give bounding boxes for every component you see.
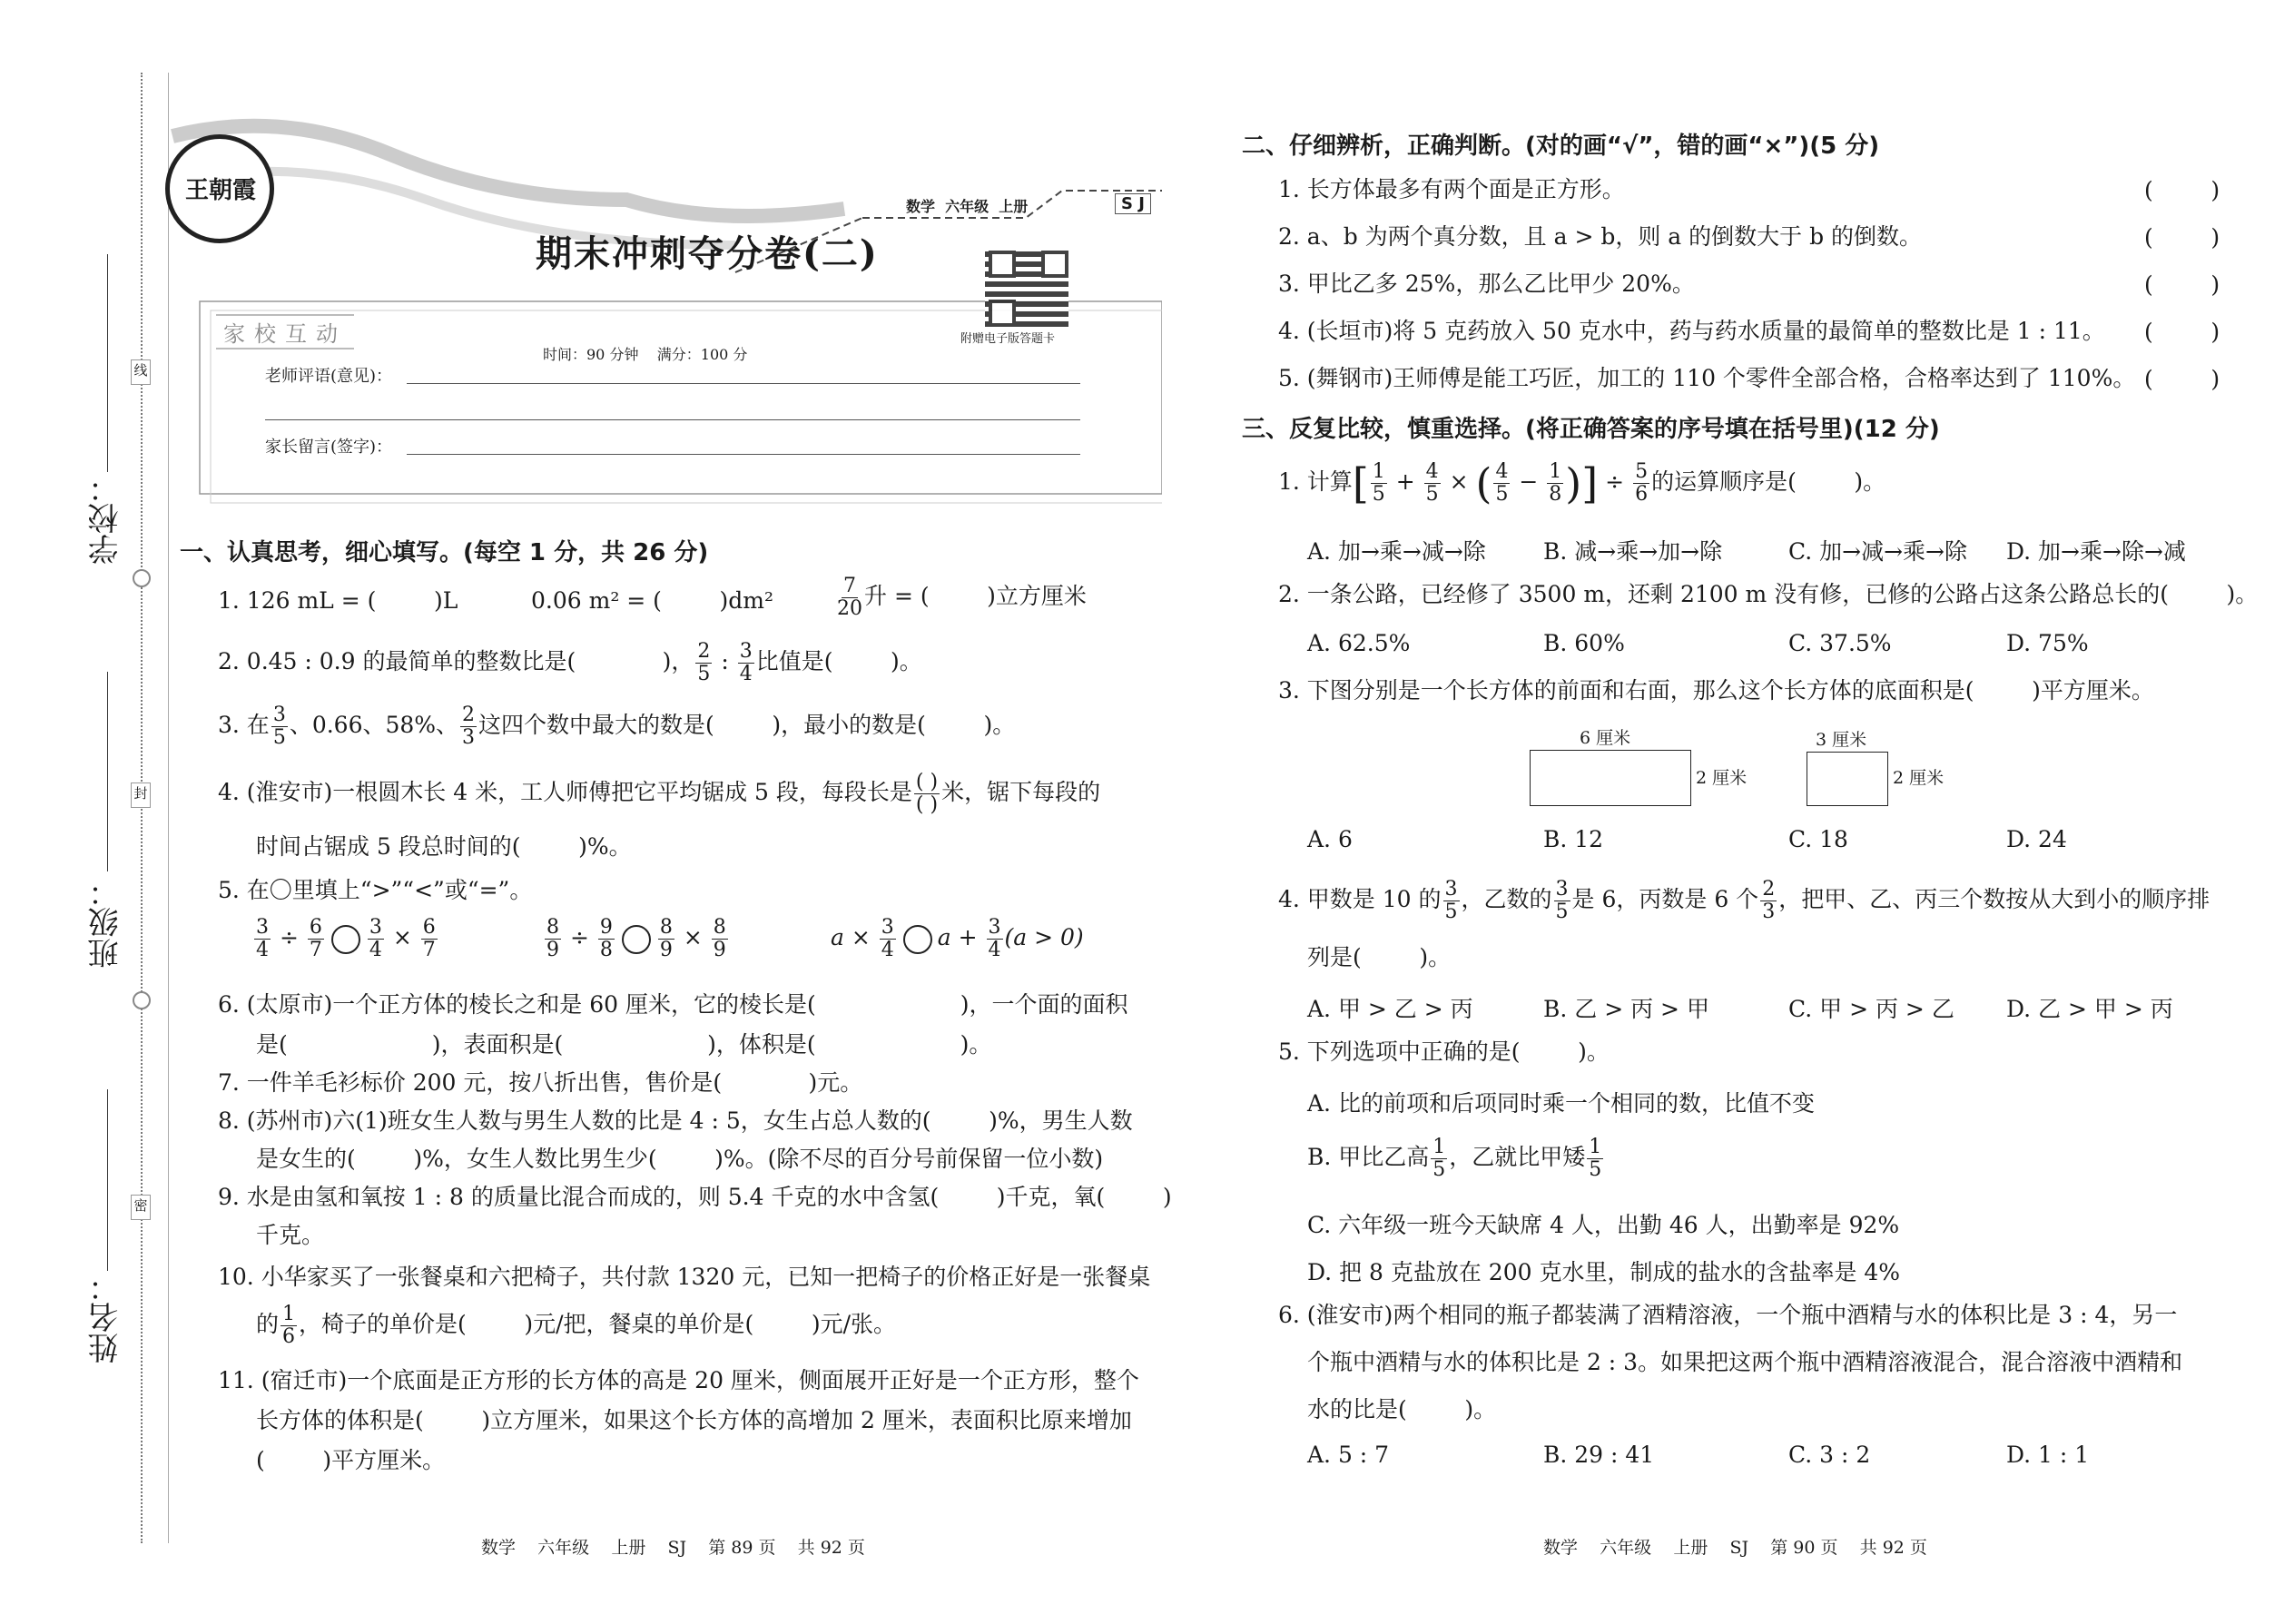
judge-answer-5[interactable]: ( ) <box>2144 366 2220 392</box>
choice-q1: 1. 计算[ $\frac{1}{5}$ + $\frac{4}{5}$ × ( $\frac{4}{5}$ − $\frac{1}{8}$ )] ÷ $\frac{5}{6}$ 的运算顺序是( )。 <box>1278 458 1886 508</box>
judge-answer-2[interactable]: ( ) <box>2144 224 2220 251</box>
section-3-title: 三、反复比较，慎重选择。(将正确答案的序号填在括号里)(12 分) <box>1242 416 1940 443</box>
teacher-comment-label: 老师评语(意见)： <box>265 367 393 386</box>
choice-q6-option-d[interactable]: D. 1 : 1 <box>2006 1442 2090 1468</box>
publisher-logo <box>165 134 274 243</box>
q5-expr-b: $\frac{8}{9}$ ÷ $\frac{9}{8}$ $\frac{8}{9}$ × $\frac{8}{9}$ <box>546 916 726 961</box>
q1b: 0.06 m² = ( )dm² <box>531 587 773 614</box>
compare-circle[interactable] <box>331 925 360 954</box>
judge-item-5: 5. (舞钢市)王师傅是能工巧匠，加工的 110 个零件全部合格，合格率达到了 110%。 <box>1278 365 2136 391</box>
compare-circle[interactable] <box>903 925 932 954</box>
choice-q3-option-c[interactable]: C. 18 <box>1788 826 1848 852</box>
side-face-height: 2 厘米 <box>1893 768 1944 788</box>
school-field[interactable] <box>107 254 108 472</box>
q10-line2: 的 $\frac{1}{6}$ ，椅子的单价是( )元/把，餐桌的单价是( )元/张。 <box>256 1303 897 1348</box>
binding-dotted-line <box>141 73 143 1543</box>
edition-tag: S J <box>1115 193 1151 214</box>
teacher-comment-line-2[interactable] <box>265 419 1080 420</box>
q10-line1: 10. 小华家买了一张餐桌和六把椅子，共付款 1320 元，已知一把椅子的价格正好是一张餐桌 <box>218 1264 1151 1290</box>
choice-q1-option-b[interactable]: B. 减→乘→加→除 <box>1543 538 1723 565</box>
qr-caption: 附赠电子版答题卡 <box>960 332 1056 346</box>
q8-line2: 是女生的( )%，女生人数比男生少( )%。(除不尽的百分号前保留一位小数) <box>256 1146 1104 1172</box>
side-face-rect <box>1807 752 1888 806</box>
judge-answer-3[interactable]: ( ) <box>2144 271 2220 298</box>
section-2-title: 二、仔细辨析，正确判断。(对的画“√”，错的画“×”)(5 分) <box>1242 133 1880 160</box>
class-label: 班级： <box>88 876 124 969</box>
class-field[interactable] <box>107 672 108 871</box>
seal-line-mark: 线 <box>131 359 151 385</box>
q4-line2: 时间占锯成 5 段总时间的( )%。 <box>256 833 632 860</box>
q11-line2: 长方体的体积是( )立方厘米，如果这个长方体的高增加 2 厘米，表面积比原来增加 <box>256 1407 1132 1433</box>
q11-line3: ( )平方厘米。 <box>256 1447 446 1473</box>
choice-q5-option-c[interactable]: C. 六年级一班今天缺席 4 人，出勤 46 人，出勤率是 92% <box>1307 1212 1900 1238</box>
logo-text: 王朝霞 <box>184 177 256 204</box>
compare-circle[interactable] <box>622 925 651 954</box>
q5-expr-a: $\frac{3}{4}$ ÷ $\frac{6}{7}$ $\frac{3}{4}$ × $\frac{6}{7}$ <box>256 916 436 961</box>
time-info: 时间：90 分钟 满分：100 分 <box>543 346 748 363</box>
choice-q6-line3: 水的比是( )。 <box>1307 1396 1497 1422</box>
choice-q1-option-d[interactable]: D. 加→乘→除→减 <box>2006 538 2186 565</box>
binding-hole-icon <box>133 991 151 1009</box>
q2: 2. 0.45 : 0.9 的最简单的整数比是( )， $\frac{2}{5}$ : $\frac{3}{4}$ 比值是( )。 <box>218 640 922 685</box>
side-face-label: 3 厘米 <box>1816 730 1867 750</box>
choice-q6-option-b[interactable]: B. 29 : 41 <box>1543 1442 1655 1468</box>
choice-q4: 4. 甲数是 10 的 $\frac{3}{5}$ ，乙数的 $\frac{3}{5}$ 是 6，丙数是 6 个 $\frac{2}{3}$ ，把甲、乙、丙三个数按从大到小的顺序排 <box>1278 878 2210 923</box>
choice-q4-option-d[interactable]: D. 乙 > 甲 > 丙 <box>2006 996 2173 1022</box>
choice-q5-option-b[interactable]: B. 甲比乙高 $\frac{1}{5}$ ，乙就比甲矮 $\frac{1}{5}$ <box>1307 1136 1602 1181</box>
name-label: 姓名： <box>88 1271 124 1363</box>
choice-q5-option-a[interactable]: A. 比的前项和后项同时乘一个相同的数，比值不变 <box>1307 1090 1815 1117</box>
q4: 4. (淮安市)一根圆木长 4 米，工人师傅把它平均锯成 5 段，每段长是 $\frac{( )}{( )}$ 米，锯下每段的 <box>218 771 1101 816</box>
q6-line1: 6. (太原市)一个正方体的棱长之和是 60 厘米，它的棱长是( )，一个面的面积 <box>218 991 1128 1018</box>
choice-q3-option-d[interactable]: D. 24 <box>2006 826 2067 852</box>
choice-q4-line2: 列是( )。 <box>1307 944 1452 970</box>
subject-tags: 数学 六年级 上册 <box>906 198 1029 215</box>
q1c: $\frac{7}{20}$ 升 = ( )立方厘米 <box>837 575 1087 620</box>
q9-line2: 千克。 <box>256 1222 325 1248</box>
q7: 7. 一件羊毛衫标价 200 元，按八折出售，售价是( )元。 <box>218 1069 863 1096</box>
choice-q6-line1: 6. (淮安市)两个相同的瓶子都装满了酒精溶液，一个瓶中酒精与水的体积比是 3 : 4，另一 <box>1278 1302 2178 1328</box>
choice-q6-option-c[interactable]: C. 3 : 2 <box>1788 1442 1871 1468</box>
choice-q3: 3. 下图分别是一个长方体的前面和右面，那么这个长方体的底面积是( )平方厘米。 <box>1278 677 2154 704</box>
choice-q3-option-a[interactable]: A. 6 <box>1307 826 1353 852</box>
front-face-height: 2 厘米 <box>1696 768 1748 788</box>
choice-q3-option-b[interactable]: B. 12 <box>1543 826 1604 852</box>
choice-q2: 2. 一条公路，已经修了 3500 m，还剩 2100 m 没有修，已修的公路占这条公路总长的( )。 <box>1278 581 2259 607</box>
choice-q2-option-b[interactable]: B. 60% <box>1543 630 1625 656</box>
choice-q1-option-c[interactable]: C. 加→减→乘→除 <box>1788 538 1967 565</box>
judge-item-2: 2. a、b 为两个真分数，且 a > b，则 a 的倒数大于 b 的倒数。 <box>1278 223 1923 250</box>
choice-q5-option-d[interactable]: D. 把 8 克盐放在 200 克水里，制成的盐水的含盐率是 4% <box>1307 1259 1901 1285</box>
family-school-banner: 家校互动 <box>216 314 354 349</box>
q8-line1: 8. (苏州市)六(1)班女生人数与男生人数的比是 4 : 5，女生占总人数的( )%，男生人数 <box>218 1107 1133 1134</box>
judge-item-3: 3. 甲比乙多 25%，那么乙比甲少 20%。 <box>1278 271 1695 297</box>
fraction-7-20: $\frac{7}{20}$ <box>837 575 862 620</box>
judge-answer-4[interactable]: ( ) <box>2144 319 2220 345</box>
choice-q2-option-c[interactable]: C. 37.5% <box>1788 630 1892 656</box>
judge-item-4: 4. (长垣市)将 5 克药放入 50 克水中，药与药水质量的最简单的整数比是 1 : 11。 <box>1278 318 2105 344</box>
choice-q2-option-d[interactable]: D. 75% <box>2006 630 2089 656</box>
q3: 3. 在 $\frac{3}{5}$ 、0.66、58%、 $\frac{2}{3}$ 这四个数中最大的数是( )，最小的数是( )。 <box>218 704 1016 749</box>
q5-expr-c: a × $\frac{3}{4}$ a + $\frac{3}{4}$ (a > 0) <box>831 916 1084 961</box>
q1a: 1. 126 mL = ( )L <box>218 587 458 614</box>
qr-code[interactable] <box>985 247 1068 327</box>
binding-hole-icon <box>133 569 151 587</box>
choice-q1-option-a[interactable]: A. 加→乘→减→除 <box>1307 538 1486 565</box>
footer-left: 数学 六年级 上册 SJ 第 89 页 共 92 页 <box>481 1538 865 1558</box>
q9-line1: 9. 水是由氢和氧按 1 : 8 的质量比混合而成的，则 5.4 千克的水中含氢( )千克，氧( ) <box>218 1184 1172 1210</box>
choice-q2-option-a[interactable]: A. 62.5% <box>1307 630 1411 656</box>
choice-q6-line2: 个瓶中酒精与水的体积比是 2 : 3。如果把这两个瓶中酒精溶液混合，混合溶液中酒精和 <box>1307 1349 2183 1375</box>
choice-q5: 5. 下列选项中正确的是( )。 <box>1278 1038 1610 1065</box>
front-face-label: 6 厘米 <box>1580 728 1631 748</box>
choice-q4-option-a[interactable]: A. 甲 > 乙 > 丙 <box>1307 996 1473 1022</box>
q11-line1: 11. (宿迁市)一个底面是正方形的长方体的高是 20 厘米，侧面展开正好是一个正方形，整个 <box>218 1367 1139 1393</box>
choice-q4-option-c[interactable]: C. 甲 > 丙 > 乙 <box>1788 996 1954 1022</box>
secret-mark: 密 <box>131 1195 151 1220</box>
parent-message-label: 家长留言(签字)： <box>265 438 393 457</box>
name-field[interactable] <box>107 1089 108 1271</box>
page-title: 期末冲刺夺分卷(二) <box>536 232 879 275</box>
teacher-comment-line[interactable] <box>407 383 1080 384</box>
q6-line2: 是( )，表面积是( )，体积是( )。 <box>256 1031 992 1058</box>
school-label: 学校： <box>88 472 124 565</box>
front-face-rect <box>1530 750 1691 806</box>
seal-mark: 封 <box>131 782 151 808</box>
judge-item-1: 1. 长方体最多有两个面是正方形。 <box>1278 176 1625 202</box>
section-1-title: 一、认真思考，细心填写。(每空 1 分，共 26 分) <box>180 539 709 566</box>
judge-answer-1[interactable]: ( ) <box>2144 177 2220 203</box>
parent-message-line[interactable] <box>407 454 1080 455</box>
choice-q4-option-b[interactable]: B. 乙 > 丙 > 甲 <box>1543 996 1709 1022</box>
footer-right: 数学 六年级 上册 SJ 第 90 页 共 92 页 <box>1543 1538 1927 1558</box>
choice-q6-option-a[interactable]: A. 5 : 7 <box>1307 1442 1390 1468</box>
q5: 5. 在〇里填上“>”“<”或“=”。 <box>218 877 533 903</box>
